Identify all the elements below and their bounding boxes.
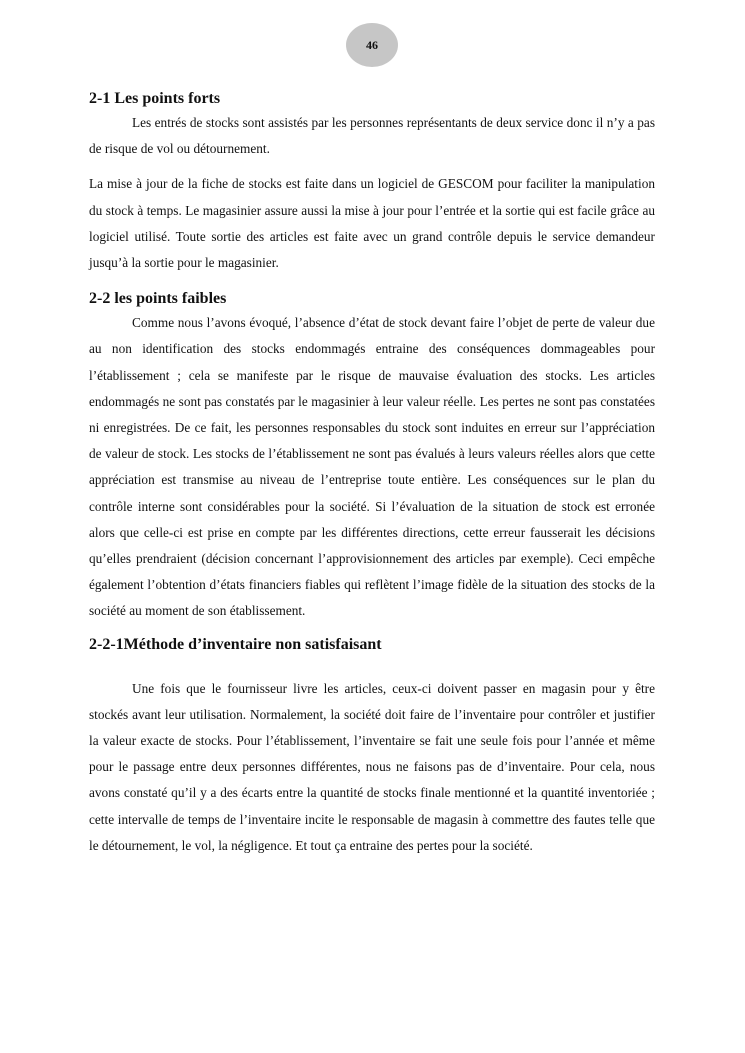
page-number-badge [346,23,398,67]
paragraph-points-forts-2: La mise à jour de la fiche de stocks est faite dans un logiciel de GESCOM pour faciliter la manipulation du stock à temps. Le magasinier assure aussi la mise à jour pour l’entrée et la sortie qui est facile grâce au logiciel utilisé. Toute sortie des articles est faite avec un grand contrôle depuis le service demandeur jusqu’à la sortie pour le magasinier. [89,176,655,271]
section-title-methode-inventaire: 2-2-1Méthode d’inventaire non satisfaisant [89,635,382,653]
paragraph-points-faibles: Comme nous l’avons évoqué, l’absence d’état de stock devant faire l’objet de perte de valeur due au non identification des stocks endommagés entraine des conséquences dommageables pour l’établissement ; cela se manifeste par le risque de mauvaise évaluation des stocks. Les articles endommagés ne sont pas constatés par le magasinier à leur valeur réelle. Les pertes ne sont pas constatées ni enregistrées. De ce fait, les personnes responsables du stock sont induites en erreur sur l’appréciation de valeur de stock. Les stocks de l’établissement ne sont pas évalués à leurs valeurs réelles alors que cette appréciation est transmise au niveau de l’entreprise toute entière. Les conséquences sur le plan du contrôle interne sont considérables pour la société. Si l’évaluation de la situation de stock est erronée alors que celle-ci est prise en compte par les différentes directions, cette erreur fausserait les décisions qu’elles prendraient (décision concernant l’approvisionnement des articles par exemple). Ceci empêche également l’obtention d’états financiers fiables qui reflètent l’image fidèle de la situation des stocks de la société au moment de son établissement. [89,315,655,619]
section-title-points-faibles: 2-2 les points faibles [89,290,227,308]
section-title-points-forts: 2-1 Les points forts [89,90,221,107]
paragraph-methode-inventaire: Une fois que le fournisseur livre les articles, ceux-ci doivent passer en magasin pour y être stockés avant leur utilisation. Normalement, la société doit faire de l’inventaire pour contrôler et justifier la valeur exacte de stocks. Pour l’établissement, l’inventaire se fait une seule fois pour l’année et même pour le passage entre deux personnes différentes, nous ne faisons pas de d’inventaire. Pour cela, nous avons constaté qu’il y a des écarts entre la quantité de stocks finale mentionné et la quantité inventoriée ; cette intervalle de temps de l’inventaire incite le responsable de magasin à commettre des fautes telle que le détournement, le vol, la négligence. Et tout ça entraine des pertes pour la société. [89,680,655,853]
document-body [89,88,655,859]
page-number: 46 [366,37,378,52]
paragraph-points-forts-1: Les entrés de stocks sont assistés par les personnes représentants de deux service donc il n’y a pas de risque de vol ou détournement. [89,115,655,157]
